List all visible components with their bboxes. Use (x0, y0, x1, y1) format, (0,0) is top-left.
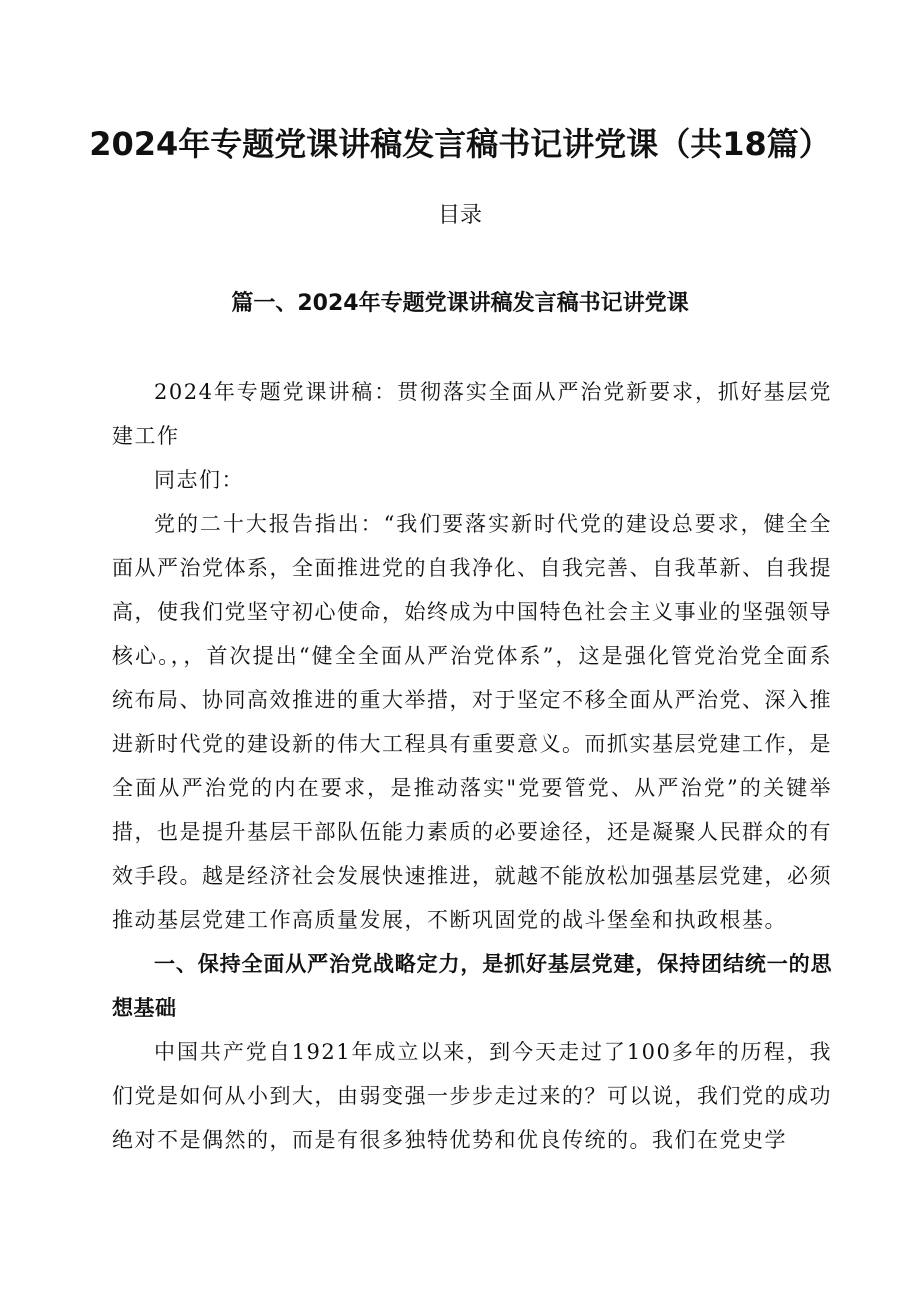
section-heading: 一、保持全面从严治党战略定力，是抓好基层党建，保持团结统一的思想基础 (112, 952, 832, 1020)
document-body (112, 370, 832, 1162)
greeting: 同志们： (154, 468, 244, 492)
body-paragraph: 党的二十大报告指出：“我们要落实新时代党的建设总要求，健全全面从严治党体系，全面推进党的自我净化、自我完善、自我革新、自我提高，使我们党坚守初心使命，始终成为中国特色社会主义事业的坚强领导核心。，，首次提出“健全全面从严治党体系”，这是强化管党治党全面系统布局、协同高效推进的重大举措，对于坚定不移全面从严治党、深入推进新时代党的建设新的伟大工程具有重要意义。而抓实基层党建工作，是全面从严治党的内在要求，是推动落实"党要管党、从严治党”的关键举措，也是提升基层干部队伍能力素质的必要途径，还是凝聚人民群众的有效手段。越是经济社会发展快速推进，就越不能放松加强基层党建，必须推动基层党建工作高质量发展，不断巩固党的战斗堡垒和执政根基。 (112, 512, 832, 932)
table-of-contents-label: 目录 (437, 203, 482, 228)
speech-subtitle: 2024年专题党课讲稿：贯彻落实全面从严治党新要求，抓好基层党建工作 (112, 380, 832, 448)
chapter-heading: 篇一、2024年专题党课讲稿发言稿书记讲党课 (231, 291, 689, 316)
body-paragraph: 中国共产党自1921年成立以来，到今天走过了100多年的历程，我们党是如何从小到大，由弱变强一步步走过来的？可以说，我们党的成功绝对不是偶然的，而是有很多独特优势和优良传统的。我们在党史学 (112, 1040, 832, 1152)
document-title: 2024年专题党课讲稿发言稿书记讲党课（共18篇） (89, 125, 831, 163)
